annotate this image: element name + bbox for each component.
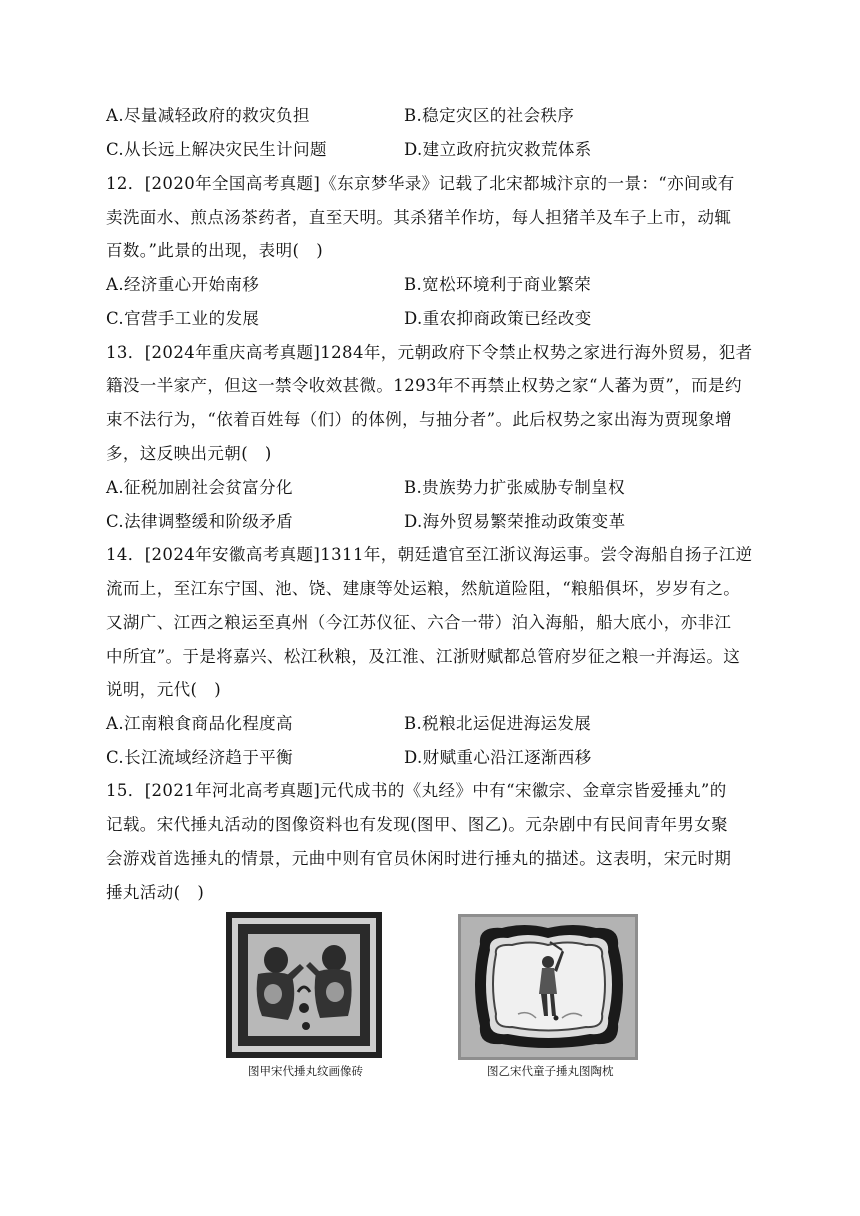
q13-options-row-2 <box>106 505 766 539</box>
figure-left-caption: 图甲宋代捶丸纹画像砖 <box>248 1064 363 1078</box>
q11-option-a: A.尽量减轻政府的救灾负担 <box>106 106 310 125</box>
q11-options-row-2 <box>106 133 766 167</box>
q14-stem-line-4: 中所宜”。于是将嘉兴、松江秋粮，及江淮、江浙财赋都总管府岁征之粮一并海运。这 <box>106 647 741 666</box>
q12-option-b: B.宽松环境利于商业繁荣 <box>404 275 592 294</box>
q12-option-d: D.重农抑商政策已经改变 <box>404 309 592 328</box>
q12-stem-line-1: 12．[2020年全国高考真题]《东京梦华录》记载了北宋都城汴京的一景：“亦间或有 <box>106 174 735 193</box>
q12-options-row-1 <box>106 268 766 302</box>
q15-stem-line-3: 会游戏首选捶丸的情景，元曲中则有官员休闲时进行捶丸的描述。这表明，宋元时期 <box>106 849 732 868</box>
q12-stem-line-2: 卖洗面水、煎点汤茶药者，直至天明。其杀猪羊作坊，每人担猪羊及车子上市，动辄 <box>106 208 732 227</box>
q11-option-d: D.建立政府抗灾救荒体系 <box>404 140 592 159</box>
q12-stem-line-3: 百数。”此景的出现，表明( ) <box>106 241 324 260</box>
q14-option-d: D.财赋重心沿江逐渐西移 <box>404 748 592 767</box>
q13-option-b: B.贵族势力扩张威胁专制皇权 <box>404 478 625 497</box>
q13-option-d: D.海外贸易繁荣推动政策变革 <box>404 512 626 531</box>
q14-option-b: B.税粮北运促进海运发展 <box>404 714 592 733</box>
q13-option-a: A.征税加剧社会贫富分化 <box>106 478 293 497</box>
ceramic-pillow-illustration <box>458 914 638 1060</box>
q14-stem-line-1: 14．[2024年安徽高考真题]1311年，朝廷遣官至江浙议海运事。尝令海船自扬子江逆 <box>106 545 753 564</box>
q14-options-row-2 <box>106 741 766 775</box>
q11-options-row-1 <box>106 99 766 133</box>
q14-stem-line-5: 说明，元代( ) <box>106 680 222 699</box>
q15-stem-line-1: 15．[2021年河北高考真题]元代成书的《丸经》中有“宋徽宗、金章宗皆爱捶丸”的 <box>106 781 727 800</box>
q13-stem-line-1: 13．[2024年重庆高考真题]1284年，元朝政府下令禁止权势之家进行海外贸易，犯者 <box>106 343 753 362</box>
q12-options-row-2 <box>106 302 766 336</box>
q13-stem-line-2: 籍没一半家产，但这一禁令收效甚微。1293年不再禁止权势之家“人蕃为贾”，而是约 <box>106 376 742 395</box>
q14-option-a: A.江南粮食商品化程度高 <box>106 714 293 733</box>
figure-brick-relief-image <box>226 912 382 1058</box>
q13-stem-line-3: 束不法行为，“依着百姓每（们）的体例，与抽分者”。此后权势之家出海为贾现象增 <box>106 410 733 429</box>
q14-stem-line-2: 流而上，至江东宁国、池、饶、建康等处运粮，然航道险阻，“粮船俱坏，岁岁有之。 <box>106 579 741 598</box>
q15-stem-line-2: 记载。宋代捶丸活动的图像资料也有发现(图甲、图乙)。元杂剧中有民间青年男女聚 <box>106 815 729 834</box>
q14-options-row-1 <box>106 707 766 741</box>
q12-option-c: C.官营手工业的发展 <box>106 309 260 328</box>
q13-options-row-1 <box>106 471 766 505</box>
q14-option-c: C.长江流域经济趋于平衡 <box>106 748 294 767</box>
q11-option-b: B.稳定灾区的社会秩序 <box>404 106 575 125</box>
q11-option-c: C.从长远上解决灾民生计问题 <box>106 140 327 159</box>
q13-option-c: C.法律调整缓和阶级矛盾 <box>106 512 294 531</box>
brick-relief-illustration <box>226 912 382 1058</box>
q14-stem-line-3: 又湖广、江西之粮运至真州（今江苏仪征、六合一带）泊入海船，船大底小，亦非江 <box>106 613 732 632</box>
q13-stem-line-4: 多，这反映出元朝( ) <box>106 444 272 463</box>
figure-ceramic-pillow-image <box>458 914 638 1060</box>
q15-stem-line-4: 捶丸活动( ) <box>106 883 205 902</box>
q12-option-a: A.经济重心开始南移 <box>106 275 260 294</box>
figure-right-caption: 图乙宋代童子捶丸图陶枕 <box>487 1064 614 1078</box>
